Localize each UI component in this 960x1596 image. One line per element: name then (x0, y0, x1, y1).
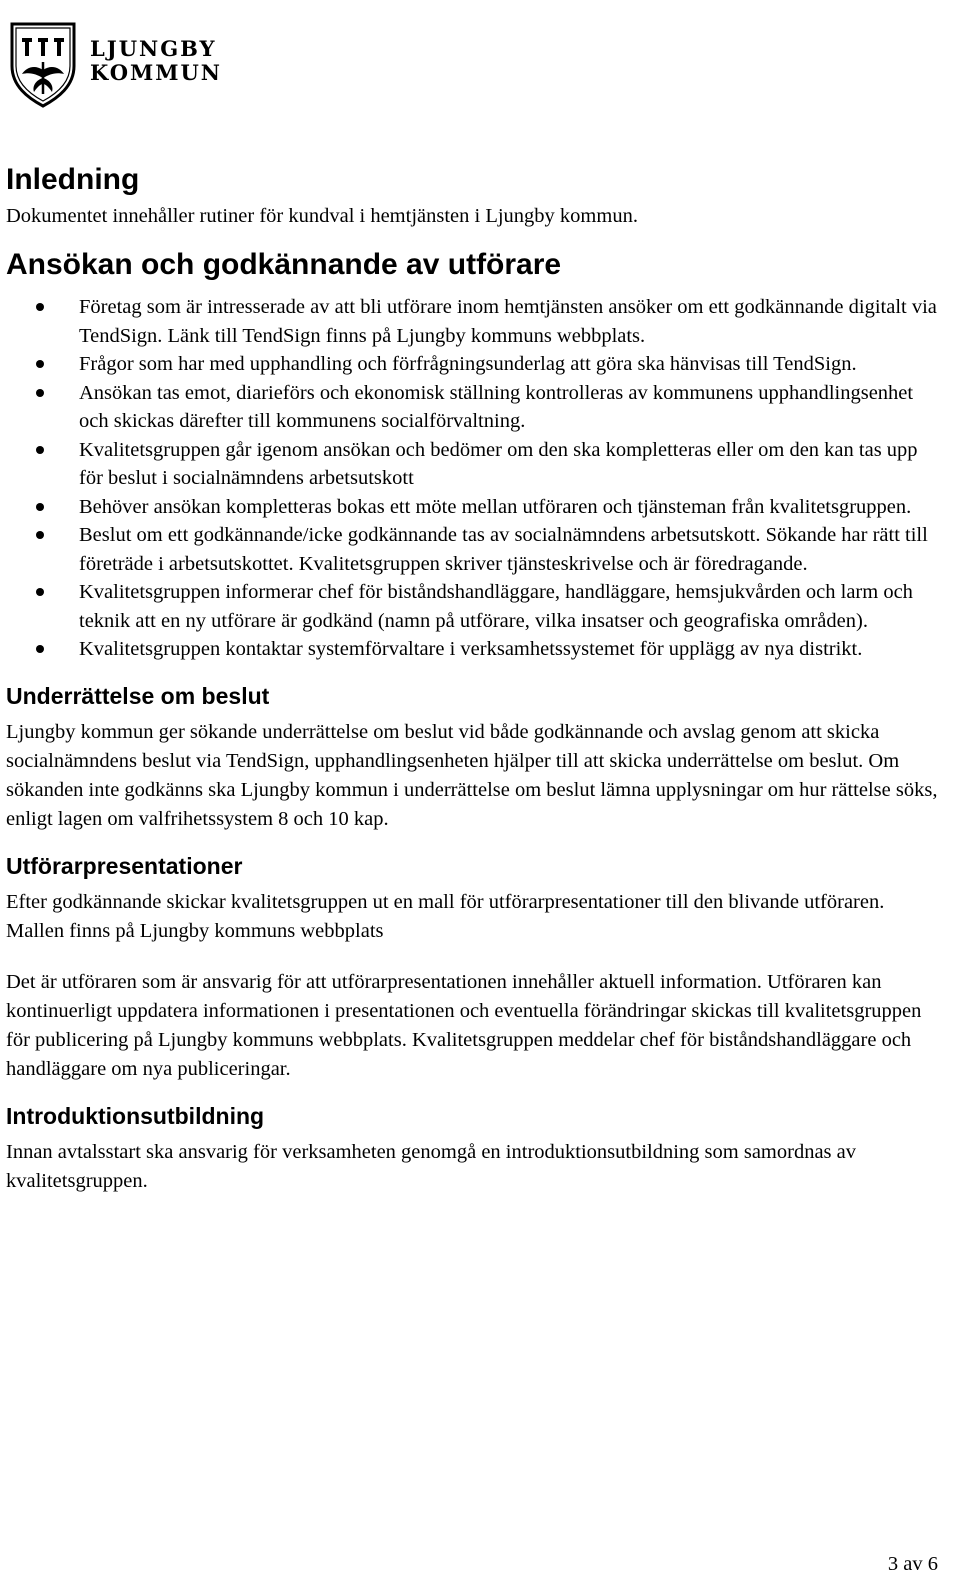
bullet-icon (36, 446, 44, 454)
bullet-icon (36, 588, 44, 596)
logo-text-kommun: KOMMUN (90, 60, 222, 85)
ansokan-bullet-list (6, 293, 941, 664)
municipal-crest-icon (8, 20, 78, 108)
heading-utforarpresentationer: Utförarpresentationer (6, 852, 243, 879)
page-number: 3 av 6 (887, 1553, 938, 1575)
list-item (6, 293, 941, 350)
bullet-icon (36, 531, 44, 539)
list-item (6, 578, 941, 635)
list-item-text: Kvalitetsgruppen kontaktar systemförvaltare i verksamhetssystemet för upplägg av nya distrikt. (79, 638, 863, 660)
heading-ansokan: Ansökan och godkännande av utförare (6, 248, 562, 281)
logo-text-ljungby: LJUNGBY (90, 36, 217, 61)
bullet-icon (36, 360, 44, 368)
paragraph-presentationer-1: Efter godkännande skickar kvalitetsgruppen ut en mall för utförarpresentationer till den blivande utföraren. Mallen finns på Ljungby kommuns webbplats (6, 890, 885, 942)
list-item (6, 436, 941, 493)
municipality-logo (8, 20, 222, 110)
paragraph-presentationer-2: Det är utföraren som är ansvarig för att utförarpresentationen innehåller aktuell information. Utföraren kan kontinuerligt uppdatera informationen i presentationen och eventuella förändringar skickas till kvalitetsgruppen för publicering på Ljungby kommuns webbplats. Kvalitetsgruppen meddelar chef för biståndshandläggare och handläggare om nya publiceringar. (6, 970, 922, 1080)
paragraph-introduktion: Innan avtalsstart ska ansvarig för verksamheten genomgå en introduktionsutbildning som samordnas av kvalitetsgruppen. (6, 1140, 856, 1192)
list-item (6, 350, 941, 379)
document-body (6, 162, 941, 1196)
heading-underrattelse: Underrättelse om beslut (6, 682, 270, 709)
bullet-icon (36, 503, 44, 511)
list-item-text: Ansökan tas emot, diarieförs och ekonomisk ställning kontrolleras av kommunens upphandlingsenhet och skickas därefter till kommunens socialförvaltning. (79, 381, 914, 432)
paragraph-underrattelse: Ljungby kommun ger sökande underrättelse om beslut vid både godkännande och avslag genom att skicka socialnämndens beslut via TendSign, upphandlingsenheten hjälper till att skicka underrättelse om beslut. Om sökanden inte godkänns ska Ljungby kommun i underrättelse om beslut lämna upplysningar om hur rättelse söks, enligt lagen om valfrihetssystem 8 och 10 kap. (6, 720, 938, 830)
list-item (6, 379, 941, 436)
list-item-text: Beslut om ett godkännande/icke godkännande tas av socialnämndens arbetsutskott. Sökande har rätt till företräde i arbetsutskottet. Kvalitetsgruppen skriver tjänsteskrivelse och är föredragande. (79, 524, 928, 575)
list-item-text: Frågor som har med upphandling och förfrågningsunderlag att göra ska hänvisas till TendSign. (79, 353, 857, 375)
list-item-text: Företag som är intresserade av att bli utförare inom hemtjänsten ansöker om ett godkännande digitalt via TendSign. Länk till TendSign finns på Ljungby kommuns webbplats. (79, 296, 937, 347)
list-item-text: Behöver ansökan kompletteras bokas ett möte mellan utföraren och tjänsteman från kvalitetsgruppen. (79, 495, 912, 518)
heading-inledning: Inledning (6, 163, 140, 196)
heading-introduktionsutbildning: Introduktionsutbildning (6, 1102, 265, 1129)
bullet-icon (36, 645, 44, 653)
bullet-icon (36, 389, 44, 397)
list-item (6, 635, 941, 664)
list-item-text: Kvalitetsgruppen informerar chef för biståndshandläggare, handläggare, hemsjukvården och larm och teknik att en ny utförare är godkänd (namn på utförare, vilka insatser och geografiska områden). (79, 581, 913, 632)
list-item-text: Kvalitetsgruppen går igenom ansökan och bedömer om den ska kompletteras eller om den kan tas upp för beslut i socialnämndens arbetsutskott (79, 438, 918, 489)
list-item (6, 493, 941, 522)
bullet-icon (36, 303, 44, 311)
paragraph-inledning: Dokumentet innehåller rutiner för kundval i hemtjänsten i Ljungby kommun. (6, 205, 638, 227)
list-item (6, 521, 941, 578)
